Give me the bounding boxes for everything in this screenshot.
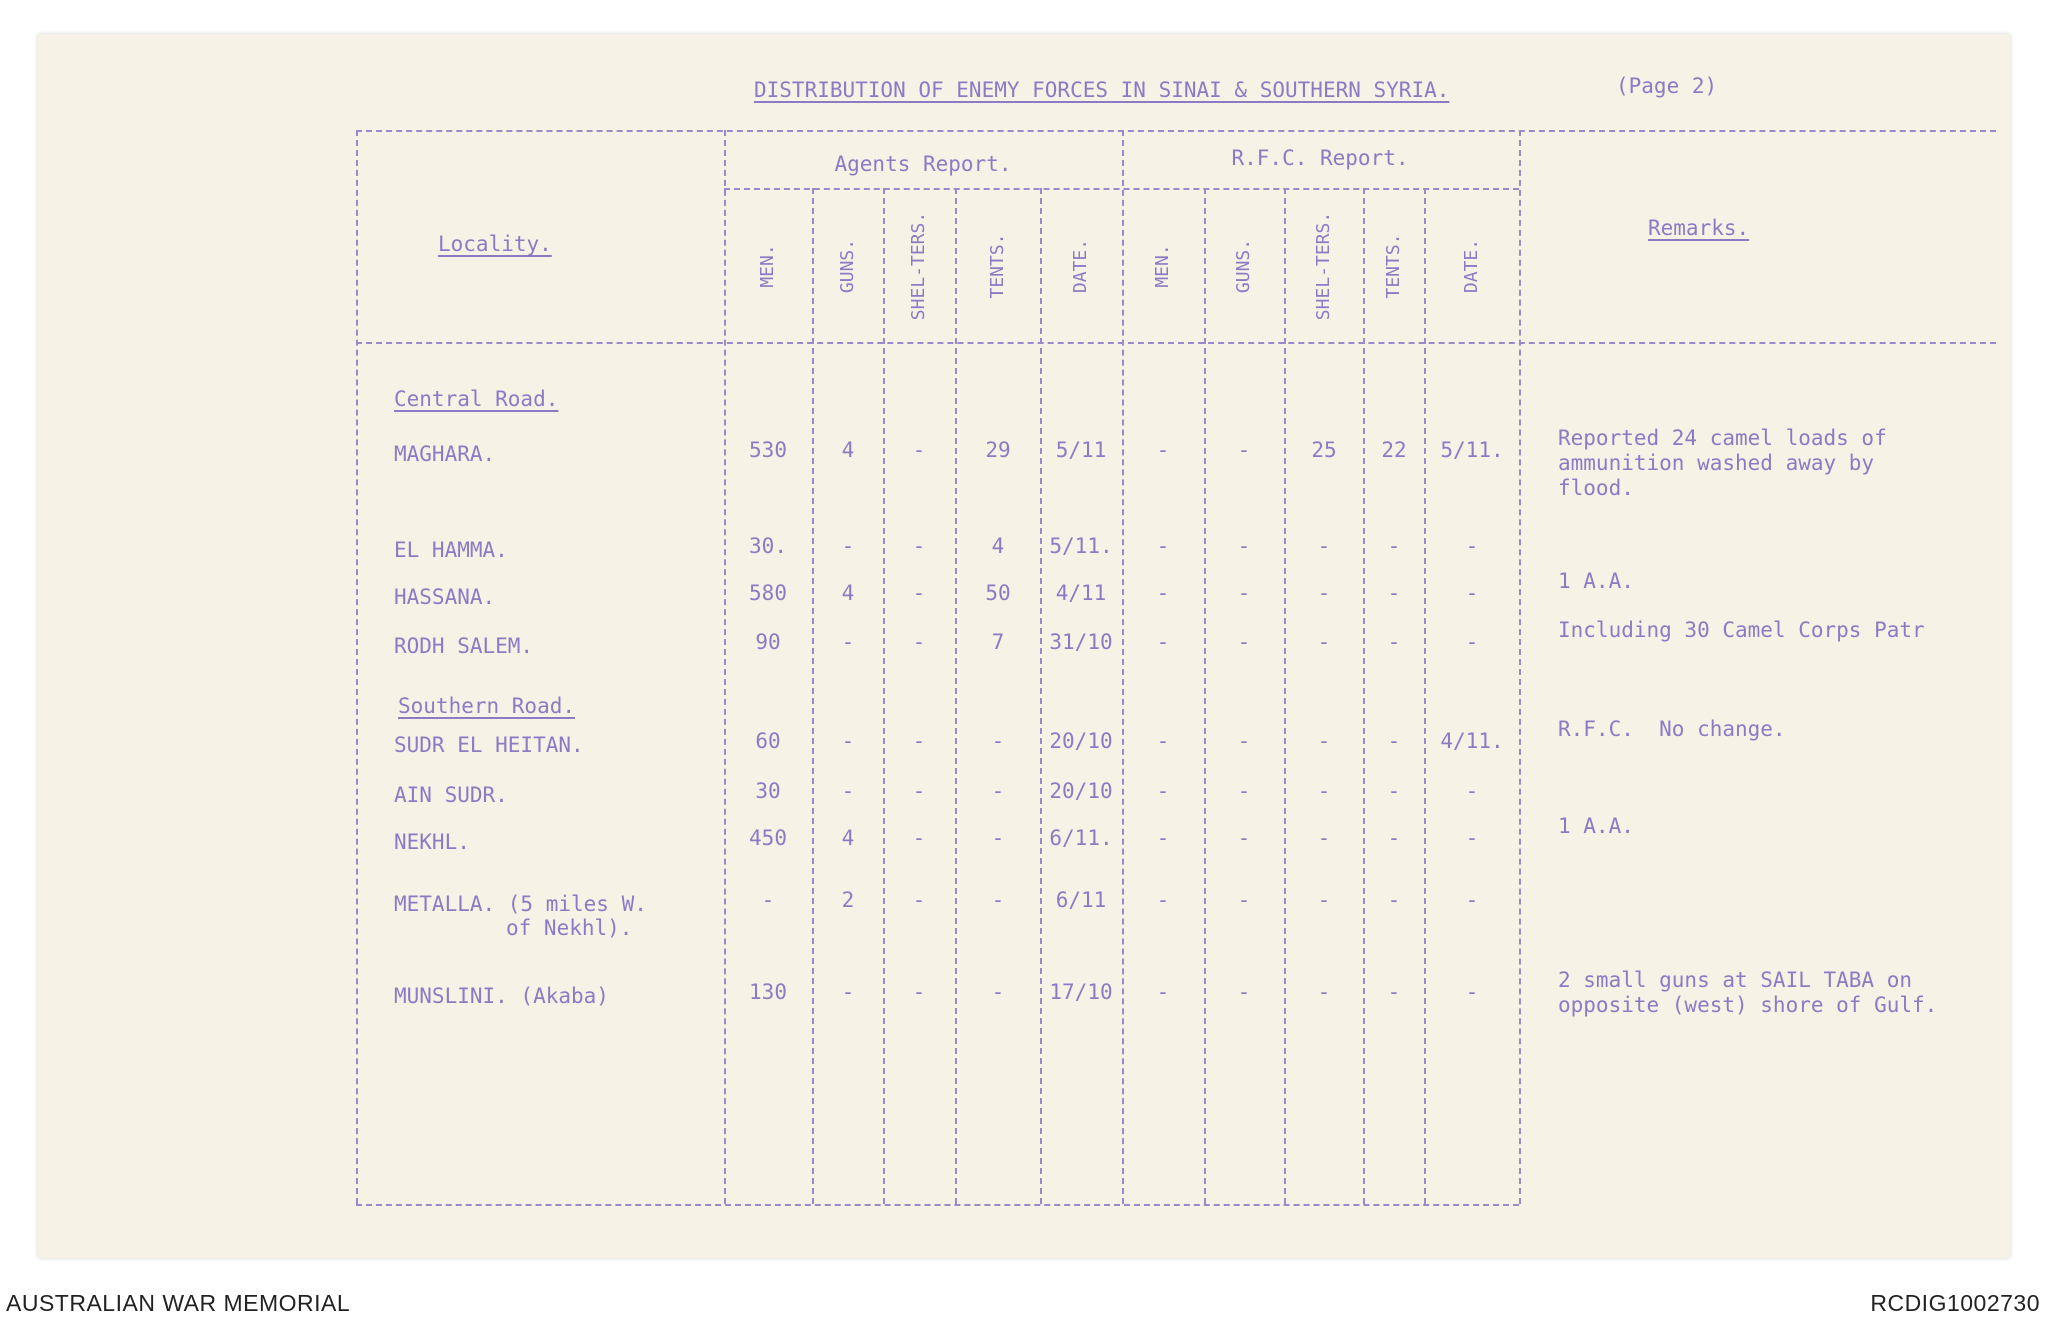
agents-col-header: SHEL-TERS. <box>908 211 929 321</box>
table-cell-r-tents: - <box>1387 729 1401 753</box>
table-row-remark: 2 small guns at SAIL TABA on <box>1558 968 1913 992</box>
table-cell-r-men: - <box>1156 729 1170 753</box>
table-row-locality: SUDR EL HEITAN. <box>394 733 584 757</box>
table-cell-r-guns: - <box>1237 826 1251 850</box>
table-row-locality-continued: of Nekhl). <box>506 916 633 940</box>
table-cell-a-shelters: - <box>912 534 926 558</box>
table-column-line <box>883 188 885 1204</box>
table-cell-a-date: 20/10 <box>1049 779 1113 803</box>
table-cell-r-tents: 22 <box>1381 438 1407 462</box>
table-row-locality: RODH SALEM. <box>394 634 534 658</box>
table-cell-a-tents: 7 <box>991 630 1005 654</box>
table-cell-a-guns: 4 <box>841 581 855 605</box>
table-cell-r-tents: - <box>1387 980 1401 1004</box>
rfc-col-header: DATE. <box>1461 238 1482 294</box>
table-cell-r-shelters: - <box>1317 888 1331 912</box>
table-cell-a-shelters: - <box>912 826 926 850</box>
table-cell-r-men: - <box>1156 980 1170 1004</box>
table-cell-r-date: 4/11. <box>1440 729 1504 753</box>
table-cell-a-tents: - <box>991 826 1005 850</box>
table-cell-r-guns: - <box>1237 630 1251 654</box>
table-cell-a-date: 4/11 <box>1055 581 1107 605</box>
table-cell-r-guns: - <box>1237 581 1251 605</box>
table-cell-r-guns: - <box>1237 438 1251 462</box>
rfc-col-header: MEN. <box>1152 244 1173 288</box>
table-cell-a-shelters: - <box>912 630 926 654</box>
table-cell-r-shelters: - <box>1317 826 1331 850</box>
table-cell-a-men: 30. <box>749 534 787 558</box>
remarks-header: Remarks. <box>1648 216 1750 240</box>
table-row-remark: R.F.C. No change. <box>1558 717 1786 741</box>
table-cell-r-guns: - <box>1237 534 1251 558</box>
agents-col-header: DATE. <box>1070 238 1091 294</box>
document-title: DISTRIBUTION OF ENEMY FORCES IN SINAI & SOUTHERN SYRIA. <box>754 78 1450 102</box>
table-cell-r-date: - <box>1465 534 1479 558</box>
table-cell-a-guns: 4 <box>841 438 855 462</box>
table-cell-a-tents: - <box>991 729 1005 753</box>
page-number-label: (Page 2) <box>1616 74 1718 98</box>
table-row-remark: 1 A.A. <box>1558 814 1634 838</box>
table-cell-r-date: 5/11. <box>1440 438 1504 462</box>
table-cell-a-men: 530 <box>749 438 787 462</box>
table-cell-r-shelters: - <box>1317 980 1331 1004</box>
table-cell-r-men: - <box>1156 826 1170 850</box>
table-cell-r-tents: - <box>1387 581 1401 605</box>
table-row-remark: 1 A.A. <box>1558 569 1634 593</box>
table-cell-r-tents: - <box>1387 779 1401 803</box>
table-cell-r-shelters: - <box>1317 581 1331 605</box>
rfc-col-header: SHEL-TERS. <box>1313 211 1334 321</box>
section-title-southern-road: Southern Road. <box>398 694 576 718</box>
document-paper <box>38 34 2010 1258</box>
table-cell-r-men: - <box>1156 534 1170 558</box>
table-cell-r-men: - <box>1156 888 1170 912</box>
table-bottom-line <box>356 1204 1519 1206</box>
table-border-line <box>356 130 358 1204</box>
table-cell-r-men: - <box>1156 779 1170 803</box>
table-row-remark: flood. <box>1558 476 1634 500</box>
table-column-line <box>1363 188 1365 1204</box>
table-cell-a-date: 6/11 <box>1055 888 1107 912</box>
table-cell-r-men: - <box>1156 630 1170 654</box>
section-title-central-road: Central Road. <box>394 387 559 411</box>
table-cell-a-date: 20/10 <box>1049 729 1113 753</box>
table-cell-a-date: 5/11. <box>1049 534 1113 558</box>
table-cell-a-men: 130 <box>749 980 787 1004</box>
table-cell-a-men: 450 <box>749 826 787 850</box>
table-cell-r-tents: - <box>1387 888 1401 912</box>
table-row-locality: METALLA. (5 miles W. <box>394 892 647 916</box>
table-cell-a-date: 17/10 <box>1049 980 1113 1004</box>
table-cell-a-guns: - <box>841 980 855 1004</box>
table-cell-r-date: - <box>1465 630 1479 654</box>
table-cell-r-tents: - <box>1387 630 1401 654</box>
table-cell-r-guns: - <box>1237 729 1251 753</box>
table-cell-r-tents: - <box>1387 534 1401 558</box>
table-cell-r-date: - <box>1465 779 1479 803</box>
table-row-remark: Including 30 Camel Corps Patr <box>1558 618 1925 642</box>
table-column-line <box>1424 188 1426 1204</box>
table-column-line <box>1284 188 1286 1204</box>
table-header-divider <box>724 188 1519 190</box>
table-cell-r-shelters: 25 <box>1311 438 1337 462</box>
footer-left-credit: AUSTRALIAN WAR MEMORIAL <box>6 1290 351 1316</box>
table-border-line <box>1122 130 1124 1204</box>
table-cell-a-guns: - <box>841 779 855 803</box>
table-cell-a-shelters: - <box>912 581 926 605</box>
table-cell-a-date: 31/10 <box>1049 630 1113 654</box>
table-cell-a-date: 6/11. <box>1049 826 1113 850</box>
table-cell-a-guns: 4 <box>841 826 855 850</box>
table-row-remark: ammunition washed away by <box>1558 451 1875 475</box>
table-cell-a-men: 580 <box>749 581 787 605</box>
table-cell-a-shelters: - <box>912 888 926 912</box>
table-cell-a-tents: - <box>991 779 1005 803</box>
table-cell-r-men: - <box>1156 438 1170 462</box>
table-cell-a-guns: 2 <box>841 888 855 912</box>
table-column-line <box>812 188 814 1204</box>
table-cell-a-shelters: - <box>912 779 926 803</box>
table-cell-a-men: 90 <box>755 630 781 654</box>
table-cell-a-tents: - <box>991 888 1005 912</box>
agents-report-header: Agents Report. <box>834 152 1012 176</box>
table-cell-a-shelters: - <box>912 438 926 462</box>
table-cell-a-guns: - <box>841 729 855 753</box>
table-row-remark: Reported 24 camel loads of <box>1558 426 1887 450</box>
table-cell-r-shelters: - <box>1317 779 1331 803</box>
table-cell-a-tents: 50 <box>985 581 1011 605</box>
table-cell-r-date: - <box>1465 888 1479 912</box>
table-cell-r-shelters: - <box>1317 729 1331 753</box>
table-cell-r-shelters: - <box>1317 534 1331 558</box>
table-row-locality: NEKHL. <box>394 830 470 854</box>
table-row-locality: AIN SUDR. <box>394 783 508 807</box>
table-cell-r-guns: - <box>1237 980 1251 1004</box>
table-cell-a-guns: - <box>841 534 855 558</box>
table-cell-r-guns: - <box>1237 888 1251 912</box>
table-cell-r-tents: - <box>1387 826 1401 850</box>
table-column-line <box>1204 188 1206 1204</box>
table-cell-a-tents: - <box>991 980 1005 1004</box>
table-cell-r-date: - <box>1465 980 1479 1004</box>
table-cell-r-men: - <box>1156 581 1170 605</box>
table-border-line <box>1519 130 1521 1204</box>
table-cell-a-date: 5/11 <box>1055 438 1107 462</box>
table-cell-r-shelters: - <box>1317 630 1331 654</box>
rfc-col-header: TENTS. <box>1383 233 1404 299</box>
table-cell-a-tents: 29 <box>985 438 1011 462</box>
table-row-locality: HASSANA. <box>394 585 496 609</box>
agents-col-header: TENTS. <box>987 233 1008 299</box>
table-row-locality: MUNSLINI. (Akaba) <box>394 984 609 1008</box>
table-cell-r-date: - <box>1465 826 1479 850</box>
table-cell-a-men: 60 <box>755 729 781 753</box>
table-cell-r-guns: - <box>1237 779 1251 803</box>
table-row-locality: EL HAMMA. <box>394 538 508 562</box>
table-column-line <box>1040 188 1042 1204</box>
table-cell-r-date: - <box>1465 581 1479 605</box>
table-cell-a-shelters: - <box>912 980 926 1004</box>
table-border-line <box>724 130 726 1204</box>
table-header-bottom-line <box>356 342 1996 344</box>
table-top-line <box>356 130 1996 132</box>
table-row-remark: opposite (west) shore of Gulf. <box>1558 993 1938 1017</box>
locality-header: Locality. <box>438 232 552 256</box>
agents-col-header: MEN. <box>757 244 778 288</box>
table-cell-a-shelters: - <box>912 729 926 753</box>
table-cell-a-men: 30 <box>755 779 781 803</box>
agents-col-header: GUNS. <box>837 238 858 294</box>
table-cell-a-men: - <box>761 888 775 912</box>
rfc-col-header: GUNS. <box>1233 238 1254 294</box>
footer-right-id: RCDIG1002730 <box>1870 1290 2040 1316</box>
table-cell-a-guns: - <box>841 630 855 654</box>
table-column-line <box>955 188 957 1204</box>
table-cell-a-tents: 4 <box>991 534 1005 558</box>
rfc-report-header: R.F.C. Report. <box>1231 146 1409 170</box>
table-row-locality: MAGHARA. <box>394 442 496 466</box>
